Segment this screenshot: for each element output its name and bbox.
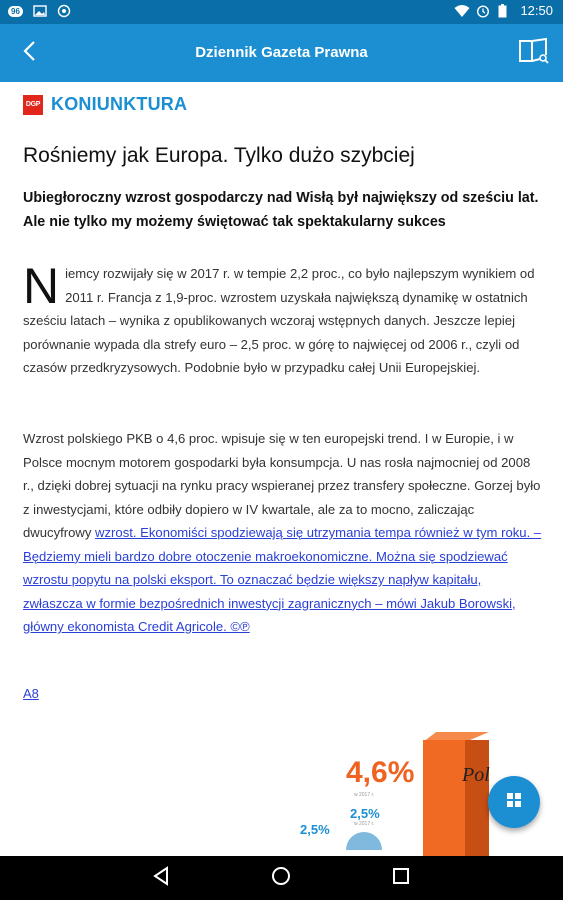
bar-side [465, 740, 489, 856]
country-label: Pol [462, 764, 490, 786]
big-percentage: 4,6% [346, 756, 415, 789]
article-paragraph-1 [23, 258, 543, 380]
article-content[interactable] [0, 82, 563, 856]
dgp-logo: DGP [23, 95, 43, 115]
nav-recents-button[interactable] [390, 867, 412, 889]
paragraph-2-text: Wzrost polskiego PKB o 4,6 proc. wpisuje się w ten europejski trend. I w Europie, i w Polsce mocnym motorem gospodarki była konsumpcja. U nas rosła najmocniej od 2008 r., dzięki dobrej sytuacji na rynku pracy wspieranej przez transfery społeczne. Gorzej było z inwestycjami, które odbiły dopiero w IV kwartale, ale za to mocno, zaliczając dwucyfrowy [23, 431, 541, 540]
status-right [454, 3, 553, 18]
notification-badge: 96 [8, 6, 23, 17]
battery-icon [498, 4, 512, 18]
floating-action-button[interactable] [488, 776, 540, 828]
system-nav-bar [0, 856, 563, 900]
nav-recents-icon [392, 867, 410, 890]
nav-home-button[interactable] [270, 867, 292, 889]
article-lead: Ubiegłoroczny wzrost gospodarczy nad Wisłą był największy od sześciu lat. Ale nie tylko my możemy świętować tak spektakularny sukces [23, 190, 539, 230]
image-icon [33, 4, 47, 18]
drop-cap: N [23, 258, 60, 314]
big-percentage-sub: w 2017 r. [354, 792, 375, 798]
section-label: KONIUNKTURA [51, 94, 188, 114]
status-bar [0, 0, 563, 24]
small-percentage-b: 2,5% [300, 822, 330, 837]
infographic-image [0, 722, 563, 856]
section-header [23, 94, 187, 115]
book-reader-icon [518, 37, 550, 70]
grid-icon [505, 791, 523, 814]
nav-back-icon [152, 866, 170, 891]
paragraph-2-link[interactable]: wzrost. Ekonomiści spodziewają się utrzymania tempa również w tym roku. – Będziemy mieli bardzo dobre otoczenie makroekonomiczne. Można się spodziewać wzrostu popytu na polski eksport. To oznaczać będzie większy napływ kapitału, zwłaszcza w formie bezpośrednich inwestycji zagranicznych – mówi Jakub Borowski, główny ekonomista Credit Agricole. ©℗ [23, 525, 542, 634]
article-headline: Rośniemy jak Europa. Tylko dużo szybciej [23, 144, 415, 167]
page-reference-link[interactable]: A8 [23, 686, 39, 701]
target-icon [57, 4, 71, 18]
small-percentage-a: 2,5% [350, 806, 380, 821]
paragraph-1-text: iemcy rozwijały się w 2017 r. w tempie 2,2 proc., co było najlepszym wynikiem od 2011 r. Francja z 1,9-proc. wzrostem uzyskała największą dynamikę w ostatnich sześciu latach – wynika z opublikowanych wczoraj wstępnych danych. Jeszcze lepiej porównanie wypada dla strefy euro – 2,5 proc. w górę to najwięcej od 2006 r., czyli od czasów przedkryzysowych. Podobnie było w przypadku całej Unii Europejskiej. [23, 266, 535, 375]
small-percentage-sub: w 2017 r. [354, 821, 375, 827]
app-title: Dziennik Gazeta Prawna [195, 44, 368, 61]
reader-mode-button[interactable] [517, 37, 551, 69]
article-paragraph-2 [23, 427, 543, 639]
dome-shape [346, 832, 382, 850]
wifi-icon [454, 4, 468, 18]
bar-front [423, 740, 465, 856]
status-time: 12:50 [520, 3, 553, 18]
alarm-icon [476, 4, 490, 18]
app-bar [0, 24, 563, 82]
nav-back-button[interactable] [150, 867, 172, 889]
nav-home-icon [271, 866, 291, 891]
status-left [8, 4, 71, 18]
